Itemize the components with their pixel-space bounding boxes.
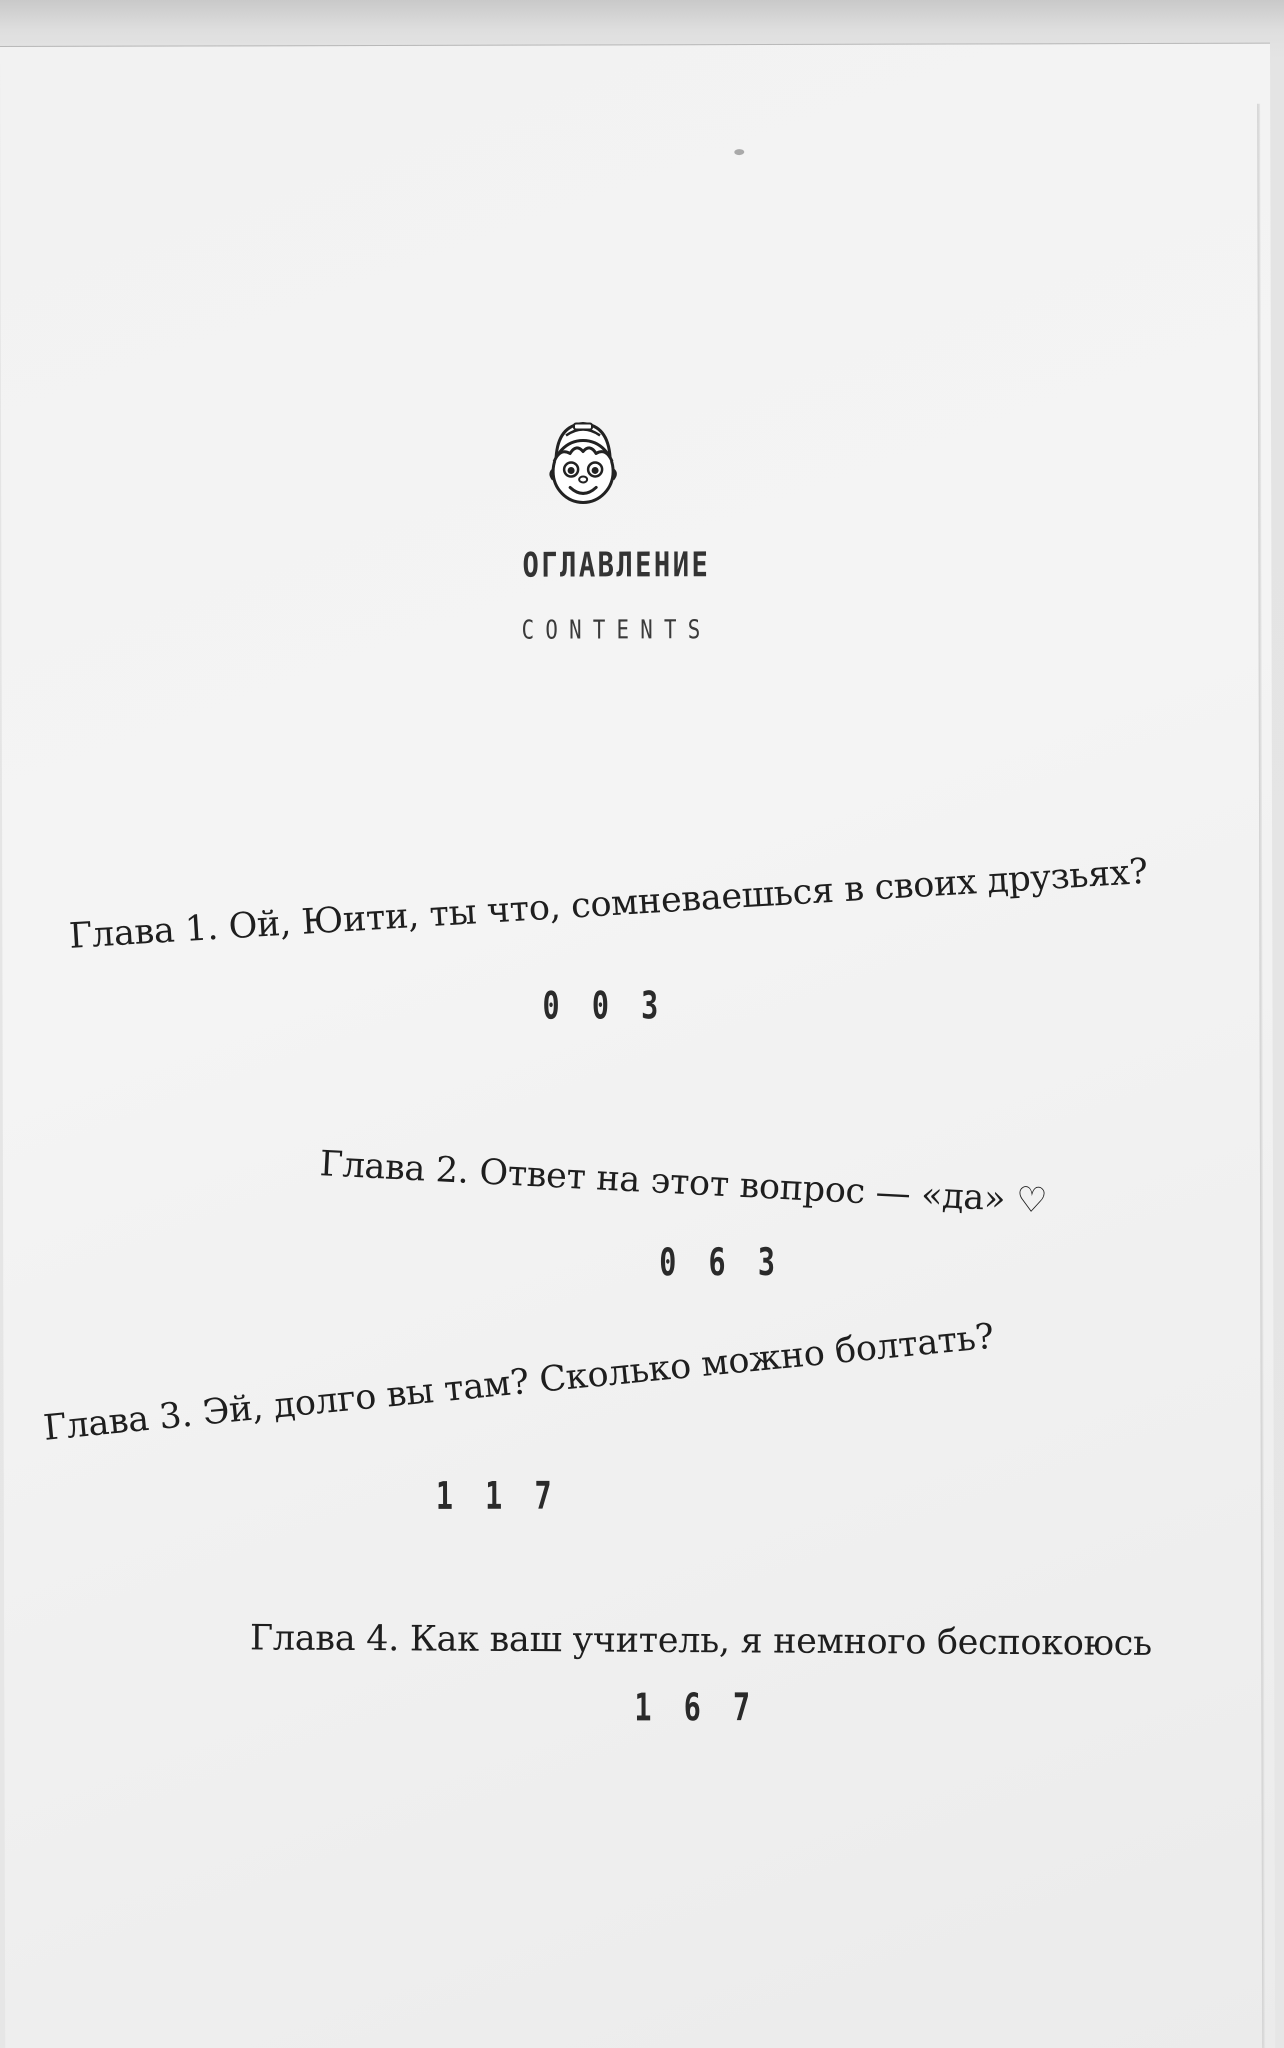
- chapter-4-title: Глава 4. Как ваш учитель, я немного беспокоюсь: [249, 1618, 1152, 1664]
- chapter-3-title: Глава 3. Эй, долго вы там? Сколько можно болтать?: [41, 1316, 996, 1449]
- contents-heading-en: CONTENTS: [521, 615, 712, 646]
- chapter-4-page: 1 6 7: [634, 1685, 758, 1730]
- chapter-1-page: 0 0 3: [542, 983, 666, 1028]
- chapter-2-title: Глава 2. Ответ на этот вопрос — «да» ♡: [318, 1144, 1048, 1222]
- ink-smudge: [734, 149, 744, 155]
- page-edge: [1257, 104, 1265, 2048]
- chapter-1-title: Глава 1. Ой, Юити, ты что, сомневаешься в своих друзьях?: [67, 851, 1149, 957]
- book-page: [0, 43, 1275, 2048]
- chapter-3-page: 1 1 7: [435, 1473, 560, 1518]
- chapter-2-page: 0 6 3: [659, 1239, 783, 1285]
- boy-face-icon: [546, 417, 620, 509]
- contents-heading-ru: ОГЛАВЛЕНИЕ: [522, 545, 711, 586]
